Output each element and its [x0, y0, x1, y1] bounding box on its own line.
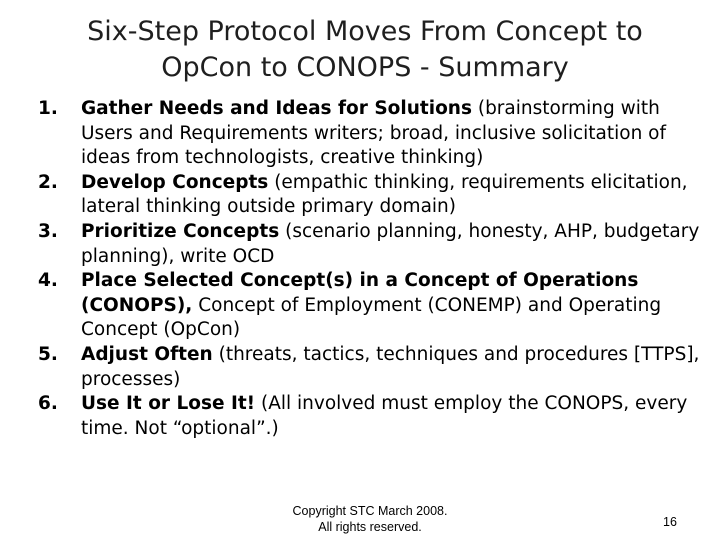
title-line-1: Six-Step Protocol Moves From Concept to — [87, 16, 643, 47]
step-lead: Adjust Often — [81, 343, 213, 365]
step-number: 6. — [38, 393, 58, 415]
step-item — [0, 269, 700, 343]
step-lead: Prioritize Concepts — [81, 220, 280, 242]
step-lead: Develop Concepts — [81, 171, 269, 193]
step-item — [0, 220, 700, 269]
step-detail: (All involved must employ the CONOPS, every time. Not “optional”.) — [81, 393, 688, 439]
slide-title — [40, 14, 690, 86]
step-detail: (empathic thinking, requirements elicitation, lateral thinking outside primary domain) — [81, 171, 688, 218]
step-item — [0, 343, 700, 392]
copyright-line-1: Copyright STC March 2008. — [292, 504, 448, 518]
step-number: 5. — [38, 343, 58, 365]
step-detail: (brainstorming with Users and Requirements writers; broad, inclusive solicitation of ideas from technologists, creative thinking) — [81, 98, 667, 169]
step-item — [0, 97, 700, 171]
step-number: 3. — [38, 220, 58, 242]
step-number: 4. — [38, 270, 58, 292]
step-detail: (scenario planning, honesty, AHP, budgetary planning), write OCD — [81, 220, 700, 267]
step-lead: Place Selected Concept(s) in a Concept of Operations (CONOPS), — [81, 270, 639, 316]
page-number: 16 — [663, 515, 677, 529]
step-number: 2. — [38, 171, 58, 193]
step-item — [0, 392, 700, 441]
step-number: 1. — [38, 98, 58, 119]
step-detail: Concept of Employment (CONEMP) and Operating Concept (OpCon) — [81, 294, 662, 341]
step-item — [0, 171, 700, 220]
step-lead: Gather Needs and Ideas for Solutions — [81, 98, 472, 119]
copyright-notice — [260, 503, 480, 535]
step-lead: Use It or Lose It! — [81, 393, 256, 415]
title-line-2: OpCon to CONOPS - Summary — [161, 52, 569, 83]
step-detail: (threats, tactics, techniques and procedures [TTPS], processes) — [81, 343, 700, 390]
step-list — [0, 97, 700, 441]
copyright-line-2: All rights reserved. — [318, 520, 422, 534]
